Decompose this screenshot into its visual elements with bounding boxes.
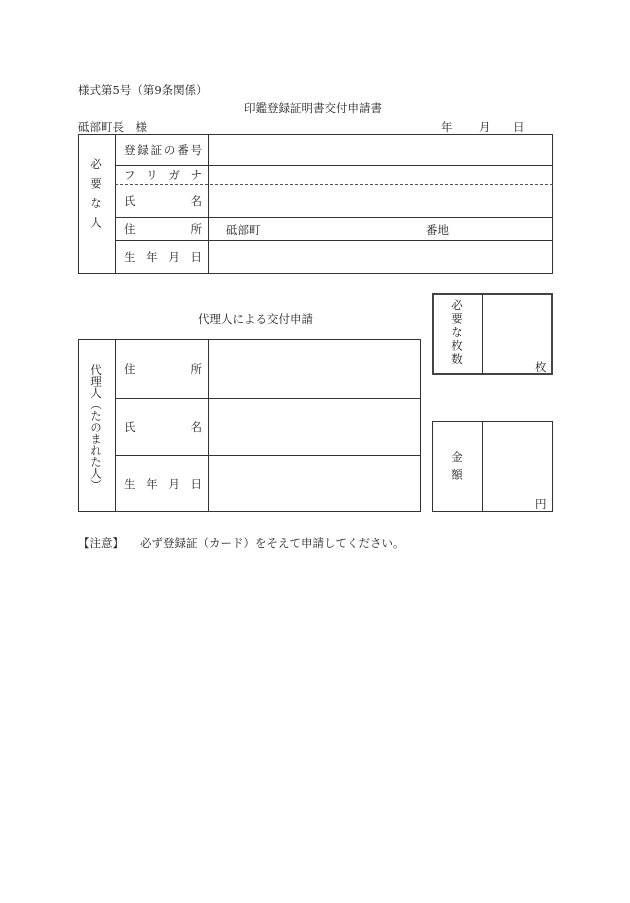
date-month-label: 月	[479, 120, 491, 134]
address-field[interactable]	[270, 218, 420, 240]
proxy-name-field[interactable]	[209, 399, 420, 455]
address-label: 住 所	[124, 222, 202, 236]
name-label: 氏 名	[124, 194, 202, 208]
date-day-label: 日	[513, 120, 525, 134]
birthdate-label: 生 年 月 日	[124, 250, 202, 264]
reg-number-field[interactable]	[209, 135, 552, 165]
amount-unit: 円	[535, 497, 547, 511]
address-banchi: 番地	[426, 223, 449, 237]
notice-text: 必ず登録証（カード）をそえて申請してください。	[140, 536, 405, 550]
addressee: 砥部町長 様	[78, 120, 147, 134]
proxy-side-label: 代理人（たのまれた人）	[89, 364, 103, 491]
proxy-address-label: 住 所	[124, 362, 202, 376]
amount-field[interactable]	[484, 422, 551, 511]
form-number: 様式第5号（第9条関係）	[78, 83, 208, 97]
proxy-birthdate-field[interactable]	[209, 456, 420, 511]
amount-label: 金額	[450, 451, 464, 486]
birthdate-field[interactable]	[209, 241, 552, 273]
date-year-label: 年	[441, 120, 453, 134]
proxy-address-field[interactable]	[209, 340, 420, 398]
proxy-name-label: 氏 名	[124, 420, 202, 434]
reg-number-label: 登 録 証 の 番 号	[124, 143, 202, 157]
notice-tag: 【注意】	[78, 536, 124, 550]
quantity-label: 必要な枚数	[450, 299, 464, 367]
proxy-section-title: 代理人による交付申請	[198, 312, 313, 326]
furigana-label: フ リ ガ ナ	[124, 168, 202, 182]
proxy-birthdate-label: 生 年 月 日	[124, 476, 202, 491]
furigana-field[interactable]	[209, 166, 552, 184]
name-field[interactable]	[209, 185, 552, 217]
form-title: 印鑑登録証明書交付申請書	[244, 101, 382, 115]
quantity-field[interactable]	[484, 295, 551, 373]
quantity-unit: 枚	[535, 360, 547, 374]
required-person-side-label: 必要な人	[89, 158, 103, 236]
address-town: 砥部町	[226, 223, 261, 237]
